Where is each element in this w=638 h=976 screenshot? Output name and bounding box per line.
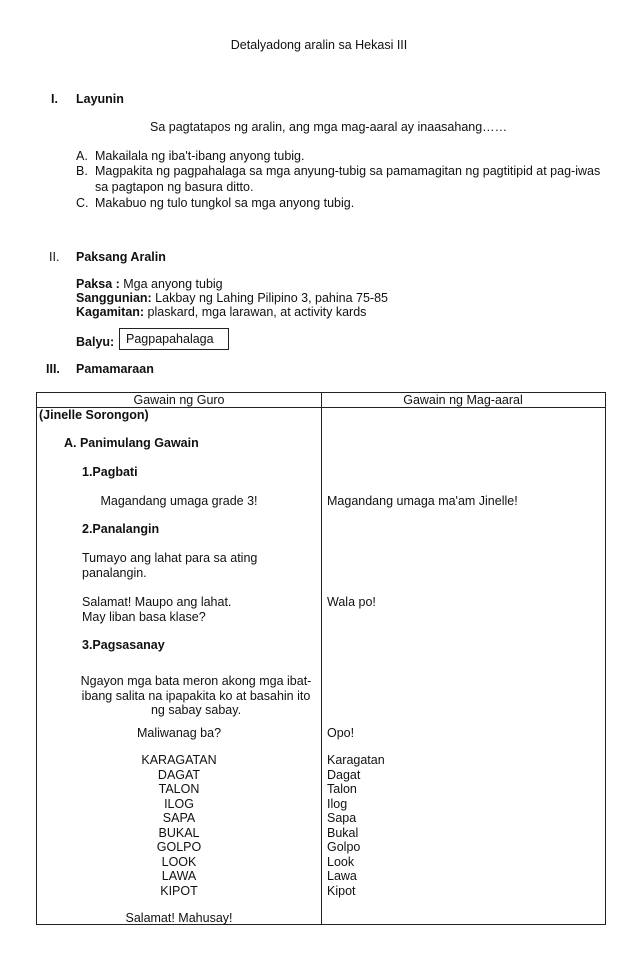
header-student-activity: Gawain ng Mag-aaral [403,393,523,407]
absent-reply: Wala po! [327,595,376,609]
paksa-label: Paksa : [76,277,120,291]
section-2-title: Paksang Aralin [76,250,166,264]
word-reply: Ilog [327,796,348,811]
kagamitan-value: plaskard, mga larawan, at activity kards [144,305,367,319]
word-reply: Lawa [327,869,357,883]
drill-line-2: ibang salita na ipapakita ko at basahin ito [81,689,311,703]
section-2-number: II. [49,250,60,264]
section-1-title: Layunin [76,92,124,106]
objective-c-text: Makabuo ng tulo tungkol sa mga anyong tubig. [95,196,355,210]
objective-b-letter: B. [76,164,88,178]
objective-c-letter: C. [76,196,89,210]
teacher-name: (Jinelle Sorongon) [39,408,149,422]
word-card: DAGAT [157,767,201,782]
balyu-label: Balyu: [76,335,115,349]
step-3-title: 3.Pagsasanay [82,638,165,652]
word-reply: Karagatan [327,753,385,767]
word-reply: Sapa [327,811,357,825]
objective-a-letter: A. [76,149,88,163]
prayer-line-2: panalangin. [82,566,147,580]
kagamitan-label: Kagamitan: [76,305,145,319]
word-reply: Golpo [327,840,361,854]
teacher-word-list [37,753,321,898]
word-card: LAWA [161,869,197,883]
clear-reply: Opo! [327,726,355,740]
word-card: KARAGATAN [141,753,217,767]
word-reply: Talon [327,782,357,796]
step-2-title: 2.Panalangin [82,522,160,536]
objective-b [76,163,606,195]
balyu-value-box: Pagpapahalaga [119,328,229,350]
part-a-title: A. Panimulang Gawain [64,436,199,450]
drill-line-1: Ngayon mga bata meron akong mga ibat- [80,674,312,688]
objective-a-text: Makailala ng iba't-ibang anyong tubig. [95,149,305,163]
thanks-line-1: Salamat! Maupo ang lahat. [82,595,232,609]
objective-c [76,195,606,211]
drill-line-3: ng sabay sabay. [150,703,242,717]
word-reply: Kipot [327,883,356,898]
header-teacher-activity: Gawain ng Guro [133,393,225,407]
word-card: ILOG [164,796,194,811]
word-card: KIPOT [160,883,198,898]
objective-b-text: Magpakita ng pagpahalaga sa mga anyung-tubig sa pamamagitan ng pagtitipid at pag-iwas sa pagtapon ng basura ditto. [95,164,601,194]
sanggunian-label: Sanggunian: [76,291,152,305]
word-reply: Look [327,854,355,869]
word-card: LOOK [161,854,197,869]
word-reply: Dagat [327,767,361,782]
section-3-title: Pamamaraan [76,362,154,376]
greeting-text: Magandang umaga grade 3! [100,494,258,508]
section-3-number: III. [46,362,60,376]
closing-remark: Salamat! Mahusay! [125,911,233,925]
objective-a [76,148,606,164]
kagamitan-line [76,305,366,319]
greeting-reply: Magandang umaga ma'am Jinelle! [327,494,518,508]
word-card: GOLPO [156,840,202,854]
student-word-list [327,753,597,898]
thanks-line-2: May liban basa klase? [82,610,206,624]
sanggunian-line [76,291,388,305]
word-card: SAPA [162,811,196,825]
word-reply: Bukal [327,825,359,840]
paksa-value: Mga anyong tubig [119,277,223,291]
sanggunian-value: Lakbay ng Lahing Pilipino 3, pahina 75-85 [151,291,388,305]
step-1-title: 1.Pagbati [82,465,138,479]
objectives-intro: Sa pagtatapos ng aralin, ang mga mag-aaral ay inaasahang…… [150,120,508,134]
word-card: BUKAL [158,825,200,840]
procedure-table [36,392,606,925]
prayer-line-1: Tumayo ang lahat para sa ating [82,551,258,565]
document-title: Detalyadong aralin sa Hekasi III [230,38,408,52]
word-card: TALON [158,782,200,796]
clear-question: Maliwanag ba? [136,726,222,740]
paksa-line [76,277,223,291]
section-1-number: I. [51,92,58,106]
